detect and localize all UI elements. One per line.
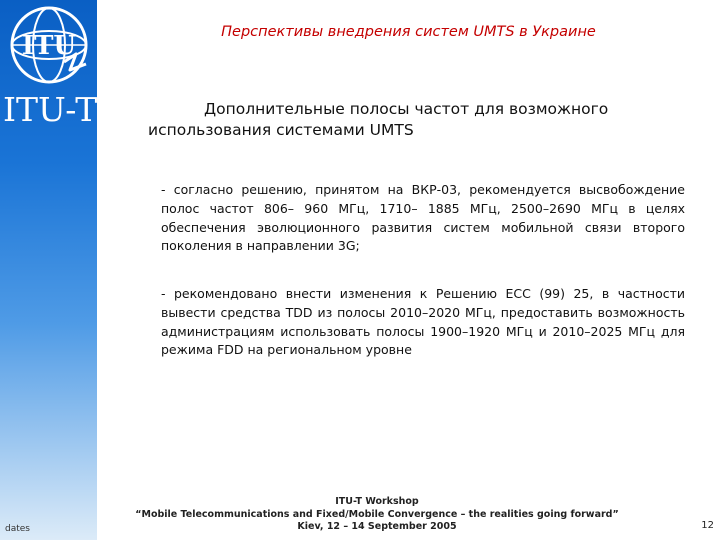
header-title: Перспективы внедрения систем UMTS в Украине [221, 24, 596, 40]
dates-label: dates [5, 524, 30, 534]
footer-workshop: ITU-T Workshop [335, 496, 419, 507]
slide-title-line1: Дополнительные полосы частот для возможного [204, 100, 609, 118]
logo-text: ITU [21, 31, 77, 61]
slide-title [148, 99, 698, 141]
footer-location-date: Kiev, 12 – 14 September 2005 [297, 521, 457, 532]
footer [97, 496, 657, 534]
bullet-item: - рекомендовано внести изменения к Решению ECC (99) 25, в частности вывести средства TDD из полосы 2010–2020 МГц, предоставить возможность администрациям использовать полосы 1900–1920 МГц и 2010–2025 МГц для режима FDD на региональном уровне [161, 286, 685, 358]
brand-label: ITU-T [3, 90, 98, 129]
itu-globe-logo-icon [6, 2, 92, 88]
sidebar-band [0, 0, 97, 540]
page-number: 12 [701, 520, 714, 531]
bullet-item: - согласно решению, принятом на ВКР-03, рекомендуется высвобождение полос частот 806– 960 МГц, 1710– 1885 МГц, 2500–2690 МГц в целях обеспечения эволюционного развития систем мобильной связи второго поколения в направлении 3G; [161, 182, 685, 254]
footer-title: “Mobile Telecommunications and Fixed/Mobile Convergence – the realities going forward” [135, 508, 619, 520]
slide-title-line2: использования системами UMTS [148, 121, 414, 139]
